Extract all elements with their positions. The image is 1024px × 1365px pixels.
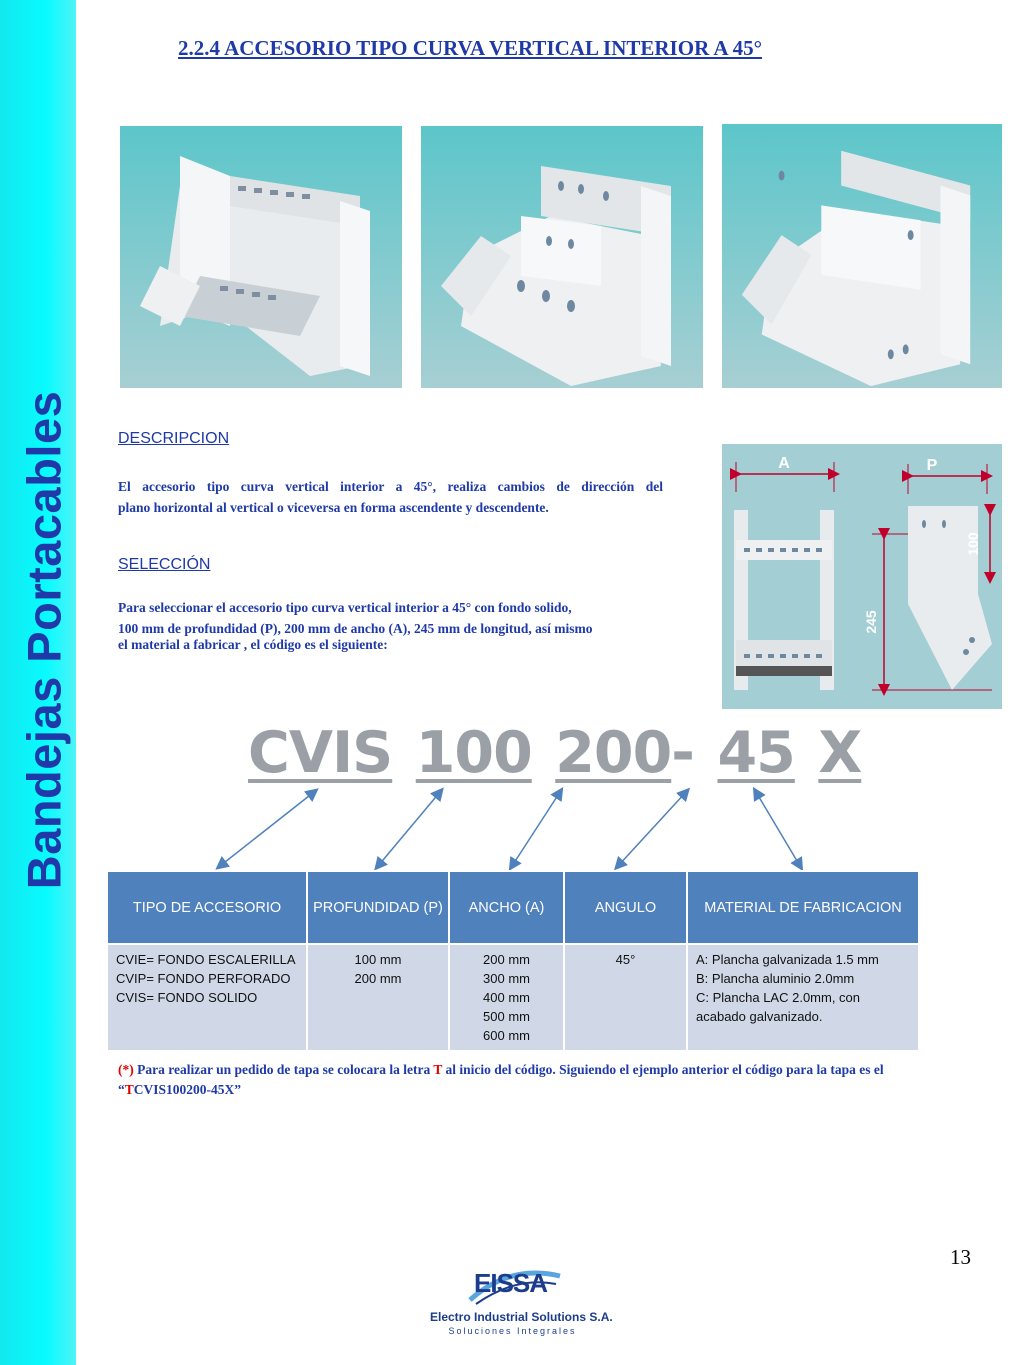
seleccion-line-2: 100 mm de profundidad (P), 200 mm de ancho (A), 245 mm de longitud, así mismo	[118, 621, 593, 636]
label-p: P	[926, 457, 938, 474]
arrow-tipo	[220, 792, 314, 866]
code-tipo: CVIS	[248, 720, 393, 786]
header-ancho: ANCHO (A)	[449, 871, 564, 944]
ancho-item: 600 mm	[483, 1028, 530, 1043]
footnote-mark: (*)	[118, 1062, 134, 1077]
company-logo	[430, 1262, 613, 1342]
profundidad-item: 100 mm	[354, 952, 402, 967]
descripcion-title: DESCRIPCION	[118, 430, 230, 447]
descripcion-line-1: El accesorio tipo curva vertical interior a 45°, realiza cambios de dirección del	[118, 479, 663, 494]
code-ancho: 200	[555, 720, 672, 786]
table-row	[107, 944, 919, 1051]
cell-ancho	[449, 944, 564, 1051]
curve-escalerilla-illustration	[120, 126, 402, 388]
footnote-code-rest: CVIS100200-45X”	[133, 1082, 242, 1097]
code-material: X	[818, 720, 862, 786]
arrow-material	[756, 792, 800, 866]
header-angulo: ANGULO	[564, 871, 687, 944]
seleccion-line-1: Para seleccionar el accesorio tipo curva vertical interior a 45° con fondo solido,	[118, 600, 572, 615]
dimension-drawing	[722, 444, 1002, 709]
seleccion-line-3: el material a fabricar , el código es el siguiente:	[118, 637, 388, 652]
logo-tagline: Soluciones Integrales	[448, 1326, 577, 1336]
logo-company: Electro Industrial Solutions S.A.	[430, 1310, 613, 1324]
sidebar	[0, 0, 76, 1365]
angulo-item: 45°	[615, 952, 636, 967]
code-profundidad: 100	[415, 720, 532, 786]
footnote-text-2: al inicio del código. Siguiendo el ejemplo anterior el código para la tapa es el “	[118, 1062, 884, 1097]
seleccion-text	[118, 598, 663, 653]
arrow-angulo	[618, 792, 686, 866]
ancho-item: 300 mm	[483, 971, 530, 986]
tipo-item: CVIP= FONDO PERFORADO	[116, 971, 291, 986]
tipo-item: CVIS= FONDO SOLIDO	[116, 990, 258, 1005]
dim-100: 100	[965, 532, 981, 556]
table-header-row	[107, 871, 919, 944]
header-profundidad: PROFUNDIDAD (P)	[307, 871, 449, 944]
tipo-item: CVIE= FONDO ESCALERILLA	[116, 952, 296, 967]
page-number: 13	[950, 1245, 971, 1269]
product-code	[248, 720, 861, 786]
photo-fondo-perforado	[421, 126, 703, 388]
ancho-item: 200 mm	[483, 952, 530, 967]
dimension-diagram	[722, 444, 1002, 709]
material-item: C: Plancha LAC 2.0mm, con	[696, 990, 861, 1005]
profundidad-item: 200 mm	[354, 971, 402, 986]
cell-angulo	[564, 944, 687, 1051]
footnote	[118, 1060, 898, 1100]
footnote-text-1: Para realizar un pedido de tapa se colocara la letra	[133, 1062, 434, 1077]
photo-fondo-escalerilla	[120, 126, 402, 388]
code-angulo: 45	[717, 720, 795, 786]
label-a: A	[778, 455, 790, 472]
descripcion-text	[118, 476, 663, 518]
page-title: 2.2.4 ACCESORIO TIPO CURVA VERTICAL INTERIOR A 45°	[178, 36, 762, 60]
footnote-code-t: T	[124, 1082, 134, 1097]
code-separator: -	[671, 720, 694, 786]
header-material: MATERIAL DE FABRICACION	[687, 871, 919, 944]
curve-perforado-illustration	[421, 126, 703, 388]
spec-table	[106, 870, 920, 1052]
header-tipo: TIPO DE ACCESORIO	[107, 871, 307, 944]
material-item: acabado galvanizado.	[696, 1009, 823, 1024]
seleccion-title: SELECCIÓN	[118, 556, 211, 573]
cell-material	[687, 944, 919, 1051]
cell-tipo	[107, 944, 307, 1051]
cell-profundidad	[307, 944, 449, 1051]
photo-fondo-solido	[722, 124, 1002, 388]
ancho-item: 400 mm	[483, 990, 530, 1005]
logo-name: EISSA	[474, 1268, 548, 1298]
footnote-letter: T	[433, 1062, 443, 1077]
sidebar-title: Bandejas Portacables	[17, 390, 71, 890]
material-item: A: Plancha galvanizada 1.5 mm	[696, 952, 879, 967]
dim-245: 245	[863, 610, 879, 634]
material-item: B: Plancha aluminio 2.0mm	[696, 971, 855, 986]
arrow-ancho	[512, 792, 560, 866]
arrow-profundidad	[378, 792, 440, 866]
ancho-item: 500 mm	[483, 1009, 530, 1024]
curve-solido-illustration	[722, 124, 1002, 388]
descripcion-line-2: plano horizontal al vertical o viceversa en forma ascendente y descendente.	[118, 500, 549, 515]
